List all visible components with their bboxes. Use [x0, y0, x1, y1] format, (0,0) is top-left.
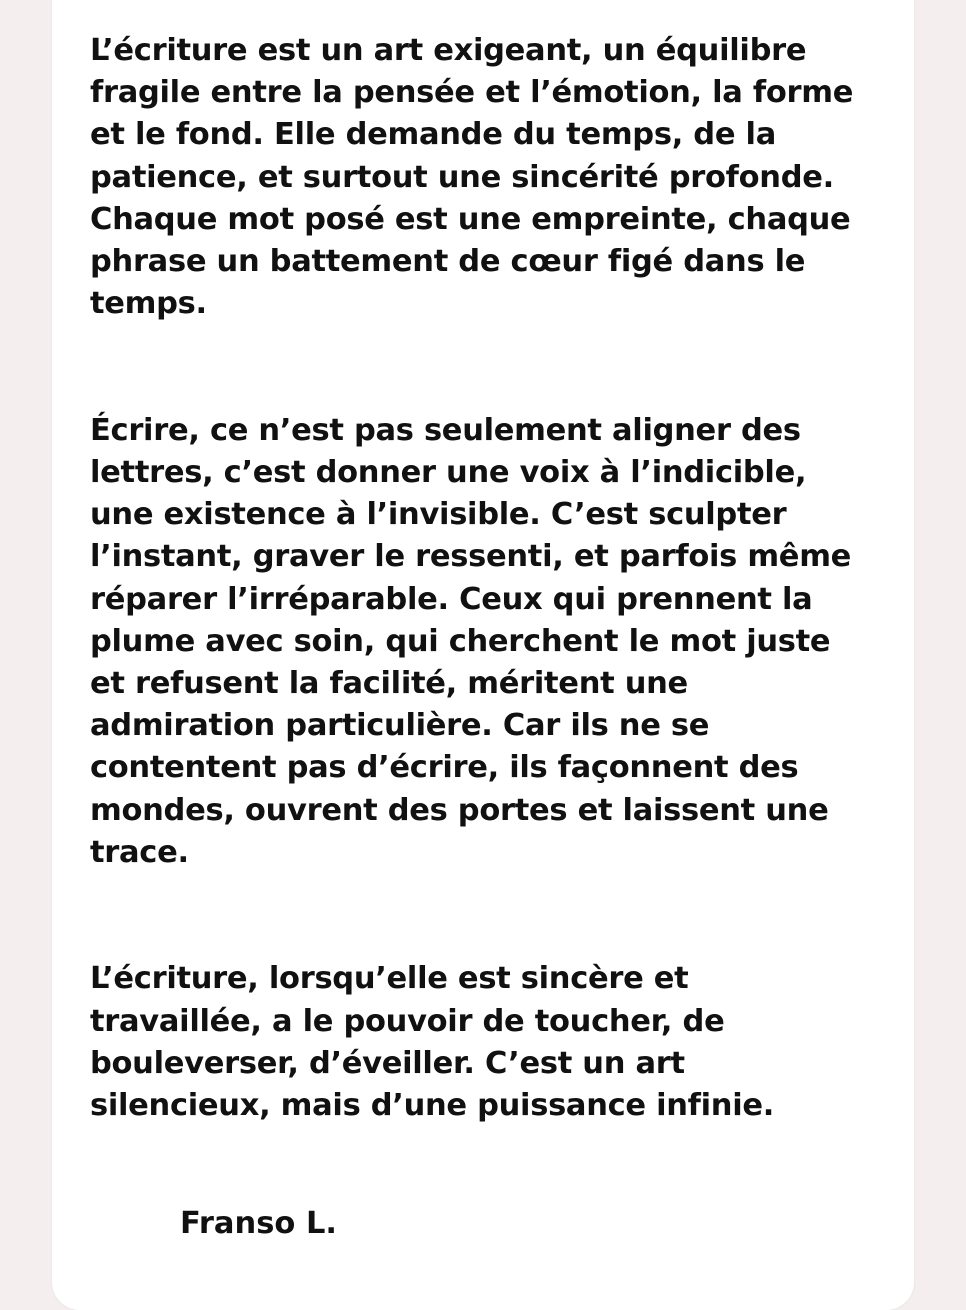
signature: Franso L. — [180, 1206, 337, 1241]
paragraph-spacer — [90, 325, 910, 409]
paragraph-spacer — [90, 874, 910, 958]
paragraph-3: L’écriture, lorsqu’elle est sincère et travaillée, a le pouvoir de toucher, de bouleverser, d’éveiller. C’est un art silencieux, mais d’une puissance infinie. — [90, 961, 775, 1124]
paragraph-1: L’écriture est un art exigeant, un équilibre fragile entre la pensée et l’émotion, la forme et le fond. Elle demande du temps, de la patience, et surtout une sincérité profonde. Chaque mot posé est une empreinte, chaque phrase un battement de cœur figé dans le temps. — [90, 33, 854, 322]
paragraph-2: Écrire, ce n’est pas seulement aligner des lettres, c’est donner une voix à l’indicible, une existence à l’invisible. C’est sculpter l’instant, graver le ressenti, et parfois même réparer l’irréparable. Ceux qui prennent la plume avec soin, qui cherchent le mot juste et refusent la facilité, méritent une admiration particulière. Car ils ne se contentent pas d’écrire, ils façonnent des mondes, ouvrent des portes et laissent une trace. — [90, 412, 852, 870]
note-body[interactable] — [90, 30, 910, 1127]
